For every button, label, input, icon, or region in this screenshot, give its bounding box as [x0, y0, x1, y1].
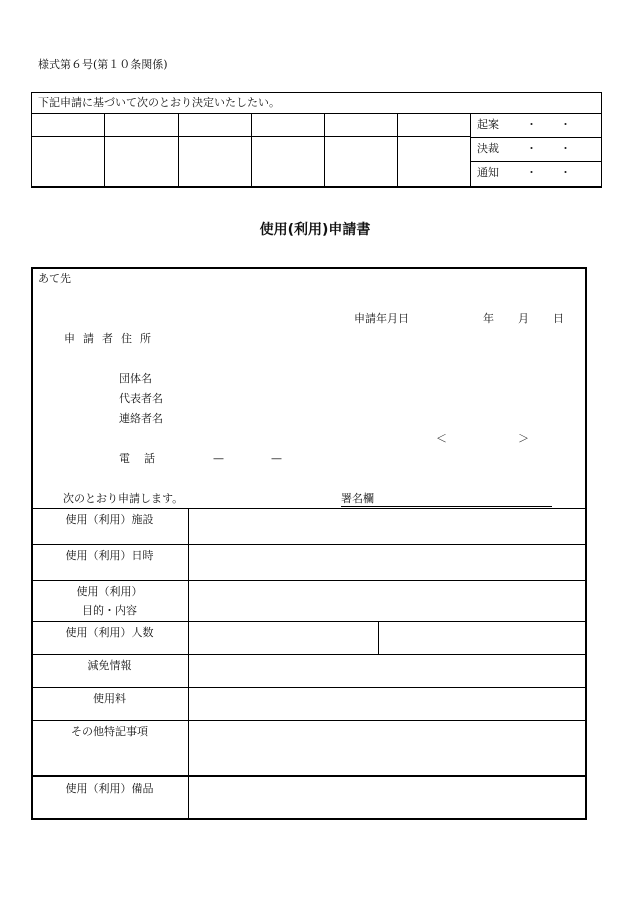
table-row-line	[31, 544, 586, 545]
representative-label: 代表者名	[119, 392, 163, 405]
approval-draft-label: 起案	[477, 118, 499, 131]
bracket-open: ＜	[436, 432, 447, 445]
datetime-label: 使用（利用）日時	[65, 549, 154, 562]
application-date-label: 申請年月日	[354, 312, 409, 325]
exemption-label: 減免情報	[87, 659, 132, 672]
group-name-label: 団体名	[119, 372, 152, 385]
approval-col-line	[251, 113, 252, 187]
approval-border-left	[31, 92, 32, 187]
application-date-year: 年	[483, 312, 494, 325]
table-row-line	[31, 621, 586, 622]
approval-col-line	[324, 113, 325, 187]
phone-dash-1: —	[213, 452, 224, 465]
table-label-column-line	[188, 508, 189, 819]
addressee: あて先	[38, 272, 71, 285]
approval-divider	[31, 113, 602, 114]
approval-border-top	[31, 92, 602, 93]
facility-label: 使用（利用）施設	[65, 513, 154, 526]
approval-decision-label: 決裁	[477, 142, 499, 155]
fee-label: 使用料	[93, 692, 126, 705]
frame-border-bottom	[31, 818, 587, 820]
form-number: 様式第６号(第１０条関係)	[38, 58, 168, 71]
purpose-label-line2: 目的・内容	[82, 604, 137, 617]
approval-notice-label: 通知	[477, 166, 499, 179]
table-row-line	[31, 508, 586, 509]
approval-date-row-line	[470, 161, 602, 162]
applicant-address-label: 申請者住所	[64, 332, 159, 345]
signature-label: 署名欄	[341, 492, 374, 505]
approval-notice-dot: ・	[560, 166, 571, 179]
approval-col-line	[178, 113, 179, 187]
headcount-label: 使用（利用）人数	[65, 626, 154, 639]
equipment-label: 使用（利用）備品	[65, 782, 154, 795]
bracket-close: ＞	[518, 432, 529, 445]
approval-border-bottom	[31, 186, 602, 188]
table-row-line	[31, 687, 586, 688]
headcount-split-line	[378, 621, 379, 655]
signature-line	[341, 506, 552, 507]
frame-border-top	[31, 267, 586, 269]
approval-col-line	[470, 113, 471, 187]
table-row-line	[31, 720, 586, 721]
approval-date-row-line	[470, 137, 602, 138]
contact-person-label: 連絡者名	[119, 412, 163, 425]
approval-note: 下記申請に基づいて次のとおり決定いたしたい。	[38, 96, 280, 109]
phone-label: 電話	[119, 452, 169, 465]
approval-decision-dot: ・	[560, 142, 571, 155]
approval-notice-dot: ・	[526, 166, 537, 179]
request-text: 次のとおり申請します。	[63, 492, 184, 505]
approval-draft-dot: ・	[526, 118, 537, 131]
approval-border-right	[601, 92, 602, 187]
remarks-label: その他特記事項	[71, 725, 148, 738]
approval-decision-dot: ・	[526, 142, 537, 155]
purpose-label-line1: 使用（利用）	[76, 585, 143, 598]
approval-col-line	[397, 113, 398, 187]
phone-dash-2: —	[271, 452, 282, 465]
application-date-month: 月	[518, 312, 529, 325]
application-date-day: 日	[553, 312, 564, 325]
table-row-line-bold	[31, 775, 586, 777]
approval-col-line	[104, 113, 105, 187]
document-title: 使用(利用)申請書	[259, 222, 371, 238]
approval-stamp-row-line	[31, 136, 471, 137]
table-row-line	[31, 654, 586, 655]
table-row-line	[31, 580, 586, 581]
approval-draft-dot: ・	[560, 118, 571, 131]
frame-border-right	[585, 267, 587, 819]
